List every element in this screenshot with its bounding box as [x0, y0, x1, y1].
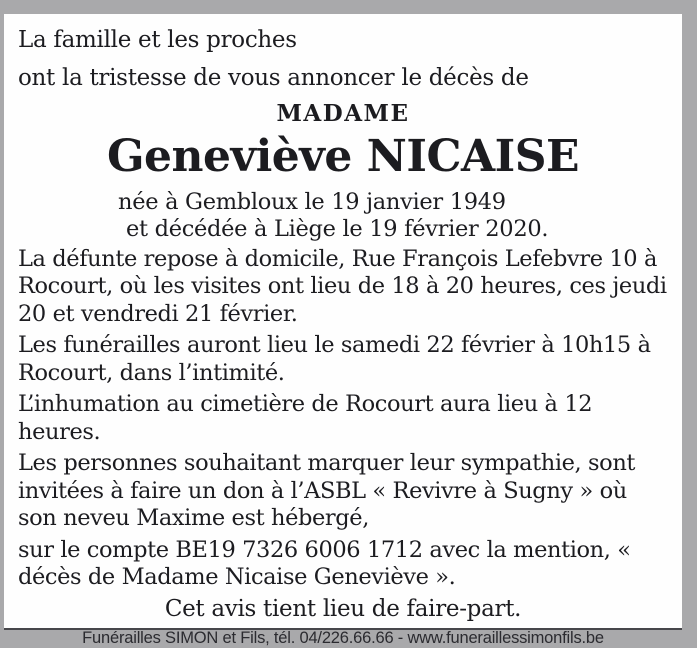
paragraph-funerailles: Les funérailles auront lieu le samedi 22 février à 10h15 à Rocourt, dans l’intimité.	[18, 332, 651, 386]
paragraph-repose: La défunte repose à domicile, Rue François Lefebvre 10 à Rocourt, où les visites ont lieu de 18 à 20 heures, ces jeudi 20 et vendredi 21 février.	[18, 245, 667, 327]
birth-death-block	[118, 189, 668, 243]
paragraph-inhumation: L’inhumation au cimetière de Rocourt aura lieu à 12 heures.	[18, 391, 593, 445]
deceased-name: Geneviève NICAISE	[106, 130, 580, 182]
birth-line: née à Gembloux le 19 janvier 1949	[118, 188, 506, 215]
death-notice-card	[4, 14, 682, 647]
closing-line: Cet avis tient lieu de faire-part.	[164, 595, 522, 622]
paragraph-don: Les personnes souhaitant marquer leur sympathie, sont invitées à faire un don à l’ASBL « Revivre à Sugny » où son neveu Maxime est hébergé,	[18, 450, 636, 531]
intro-line-1: La famille et les proches	[18, 27, 297, 53]
paragraph-compte: sur le compte BE19 7326 6006 1712 avec la mention, « décès de Madame Nicaise Geneviève ».	[18, 536, 631, 590]
death-line: et décédée à Liège le 19 février 2020.	[126, 215, 549, 242]
intro-line-2: ont la tristesse de vous annoncer le décès de	[18, 65, 529, 91]
honorific-title: MADAME	[276, 99, 410, 127]
funeral-home-footer: Funérailles SIMON et Fils, tél. 04/226.66.66 - www.funeraillessimonfils.be	[82, 629, 604, 647]
